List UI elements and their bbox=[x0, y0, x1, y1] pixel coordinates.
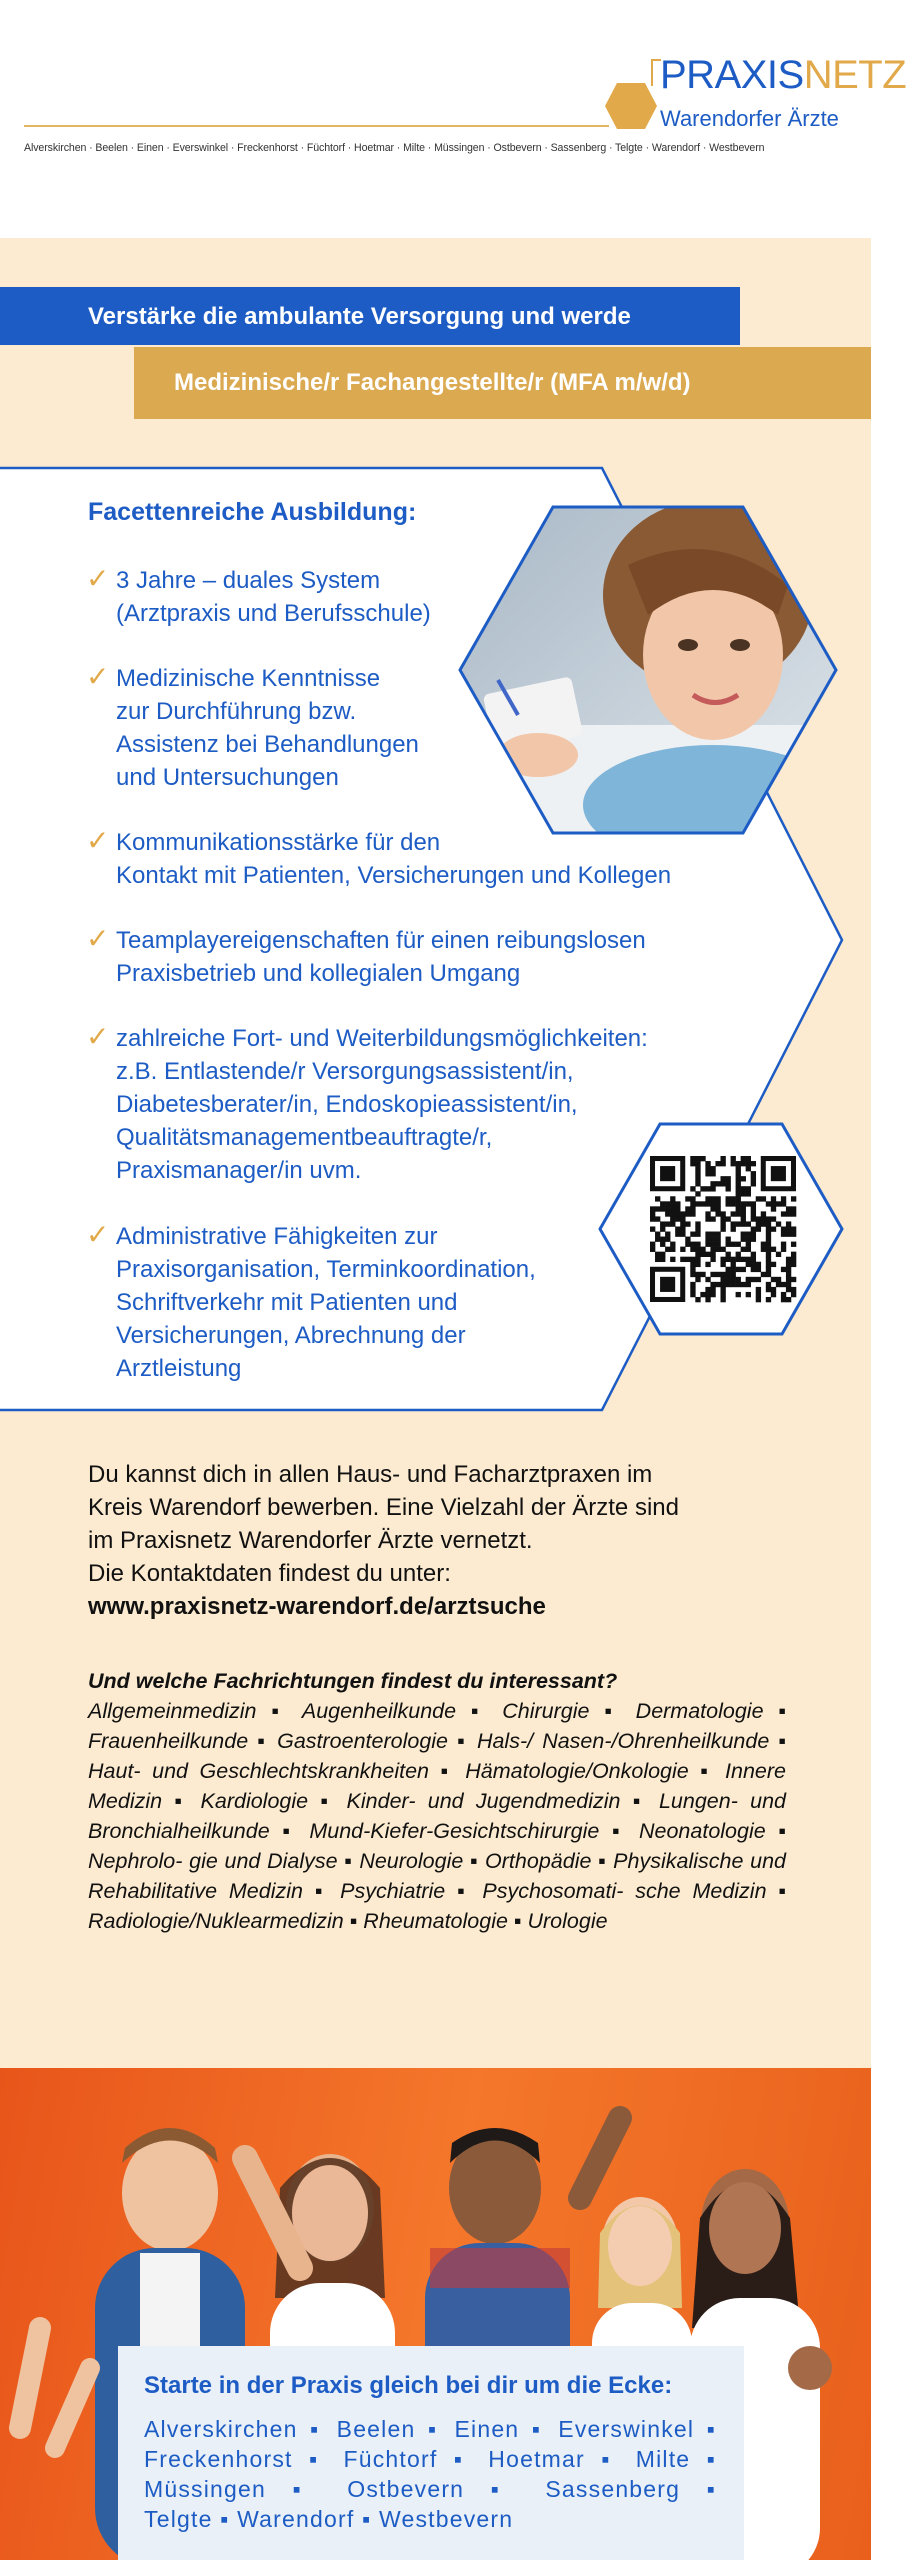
checkmark-icon: ✓ bbox=[86, 923, 110, 954]
education-item-line: Kontakt mit Patienten, Versicherungen und Kollegen bbox=[116, 862, 672, 889]
contact-url-link[interactable]: www.praxisnetz-warendorf.de/arztsuche bbox=[88, 1593, 546, 1620]
contact-line: Kreis Warendorf bewerben. Eine Vielzahl der Ärzte sind bbox=[88, 1494, 679, 1521]
job-title-text: Medizinische/r Fachangestellte/r (MFA m/w/d) bbox=[174, 369, 691, 396]
contact-line: Du kannst dich in allen Haus- und Facharztpraxen im bbox=[88, 1461, 653, 1488]
student-photo-hexagon bbox=[458, 505, 838, 835]
header bbox=[0, 0, 906, 238]
education-item-line: z.B. Entlastende/r Versorgungsassistent/in, bbox=[116, 1058, 574, 1085]
logo-praxis: PRAXIS bbox=[660, 53, 804, 97]
checkmark-icon: ✓ bbox=[86, 825, 110, 856]
education-item-line: Diabetesberater/in, Endoskopieassistent/in, bbox=[116, 1091, 578, 1118]
specialties-question: Und welche Fachrichtungen findest du interessant? bbox=[88, 1669, 618, 1693]
headline-banner bbox=[0, 287, 740, 345]
education-item-line: Administrative Fähigkeiten zur bbox=[116, 1223, 438, 1250]
specialties-list: Allgemeinmedizin ▪ Augenheilkunde ▪ Chirurgie ▪ Dermatologie ▪ Frauenheilkunde ▪ Gastroenterologie ▪ Hals-/ Nasen-/Ohrenheilkunde ▪ Haut- und Geschlechtskrankheiten ▪ Hämatologie/Onkologie ▪ Innere Medizin ▪ Kardiologie ▪ Kinder- und Jugendmedizin ▪ Lungen- und Bronchialheilkunde ▪ Mund-Kiefer-Gesichtschirurgie ▪ Neonatologie ▪ Nephrolo- gie und Dialyse ▪ Neurologie ▪ Orthopädie ▪ Physikalische und Rehabilitative Medizin ▪ Psychiatrie ▪ Psychosomati- sche Medizin ▪ Radiologie/Nuklearmedizin ▪ Rheumatologie ▪ Urologie bbox=[88, 1699, 786, 1933]
villages-strip: Alverskirchen · Beelen · Einen · Everswinkel · Freckenhorst · Füchtorf · Hoetmar · Milte · Müssingen · Ostbevern · Sassenberg · Telgte · Warendorf · Westbevern bbox=[24, 142, 765, 154]
education-item-line: Praxisorganisation, Terminkoordination, bbox=[116, 1256, 536, 1283]
village-line: Telgte ▪ Warendorf ▪ Westbevern bbox=[144, 2506, 514, 2532]
education-item-line: Assistenz bei Behandlungen bbox=[116, 731, 419, 758]
education-item-line: Kommunikationsstärke für den bbox=[116, 829, 441, 856]
checkmark-icon: ✓ bbox=[86, 661, 110, 692]
education-item-line: Praxisbetrieb und kollegialen Umgang bbox=[116, 960, 521, 987]
logo-wordmark bbox=[660, 55, 906, 95]
education-item-line: Medizinische Kenntnisse bbox=[116, 665, 381, 692]
education-item-line: und Untersuchungen bbox=[116, 764, 339, 791]
village-line: Müssingen ▪ Ostbevern ▪ Sassenberg ▪ bbox=[144, 2476, 716, 2502]
specialties-block bbox=[88, 1666, 786, 1936]
contact-info bbox=[88, 1458, 679, 1623]
education-item-text bbox=[116, 924, 816, 990]
education-item-line: Arztleistung bbox=[116, 1355, 242, 1382]
education-item-line: 3 Jahre – duales System bbox=[116, 567, 381, 594]
education-item-line: Versicherungen, Abrechnung der bbox=[116, 1322, 466, 1349]
qr-code[interactable] bbox=[598, 1122, 844, 1336]
logo-underline bbox=[24, 125, 609, 127]
village-line: Freckenhorst ▪ Füchtorf ▪ Hoetmar ▪ Milte ▪ bbox=[144, 2446, 716, 2472]
education-title: Facettenreiche Ausbildung: bbox=[88, 498, 417, 526]
contact-line: im Praxisnetz Warendorfer Ärzte vernetzt. bbox=[88, 1527, 533, 1554]
checkmark-icon: ✓ bbox=[86, 563, 110, 594]
headline-text: Verstärke die ambulante Versorgung und werde bbox=[88, 303, 631, 330]
education-item-text bbox=[116, 826, 816, 892]
education-item-line: zur Durchführung bzw. bbox=[116, 698, 357, 725]
education-item-line: Praxismanager/in uvm. bbox=[116, 1157, 362, 1184]
villages-card-title: Starte in der Praxis gleich bei dir um die Ecke: bbox=[144, 2372, 673, 2399]
checkmark-icon: ✓ bbox=[86, 1021, 110, 1052]
education-item-line: Schriftverkehr mit Patienten und bbox=[116, 1289, 458, 1316]
villages-card-list bbox=[144, 2414, 716, 2534]
village-line: Alverskirchen ▪ Beelen ▪ Einen ▪ Everswinkel ▪ bbox=[144, 2416, 716, 2442]
education-item-line: Qualitätsmanagementbeauftragte/r, bbox=[116, 1124, 493, 1151]
logo-netz: NETZ bbox=[803, 53, 906, 97]
checkmark-icon: ✓ bbox=[86, 1219, 110, 1250]
contact-line: Die Kontaktdaten findest du unter: bbox=[88, 1560, 451, 1587]
education-item-line: zahlreiche Fort- und Weiterbildungsmöglichkeiten: bbox=[116, 1025, 648, 1052]
education-item-line: (Arztpraxis und Berufsschule) bbox=[116, 600, 431, 627]
education-item-line: Teamplayereigenschaften für einen reibungslosen bbox=[116, 927, 646, 954]
logo-subtitle: Warendorfer Ärzte bbox=[660, 106, 839, 131]
job-title-banner bbox=[134, 347, 871, 419]
